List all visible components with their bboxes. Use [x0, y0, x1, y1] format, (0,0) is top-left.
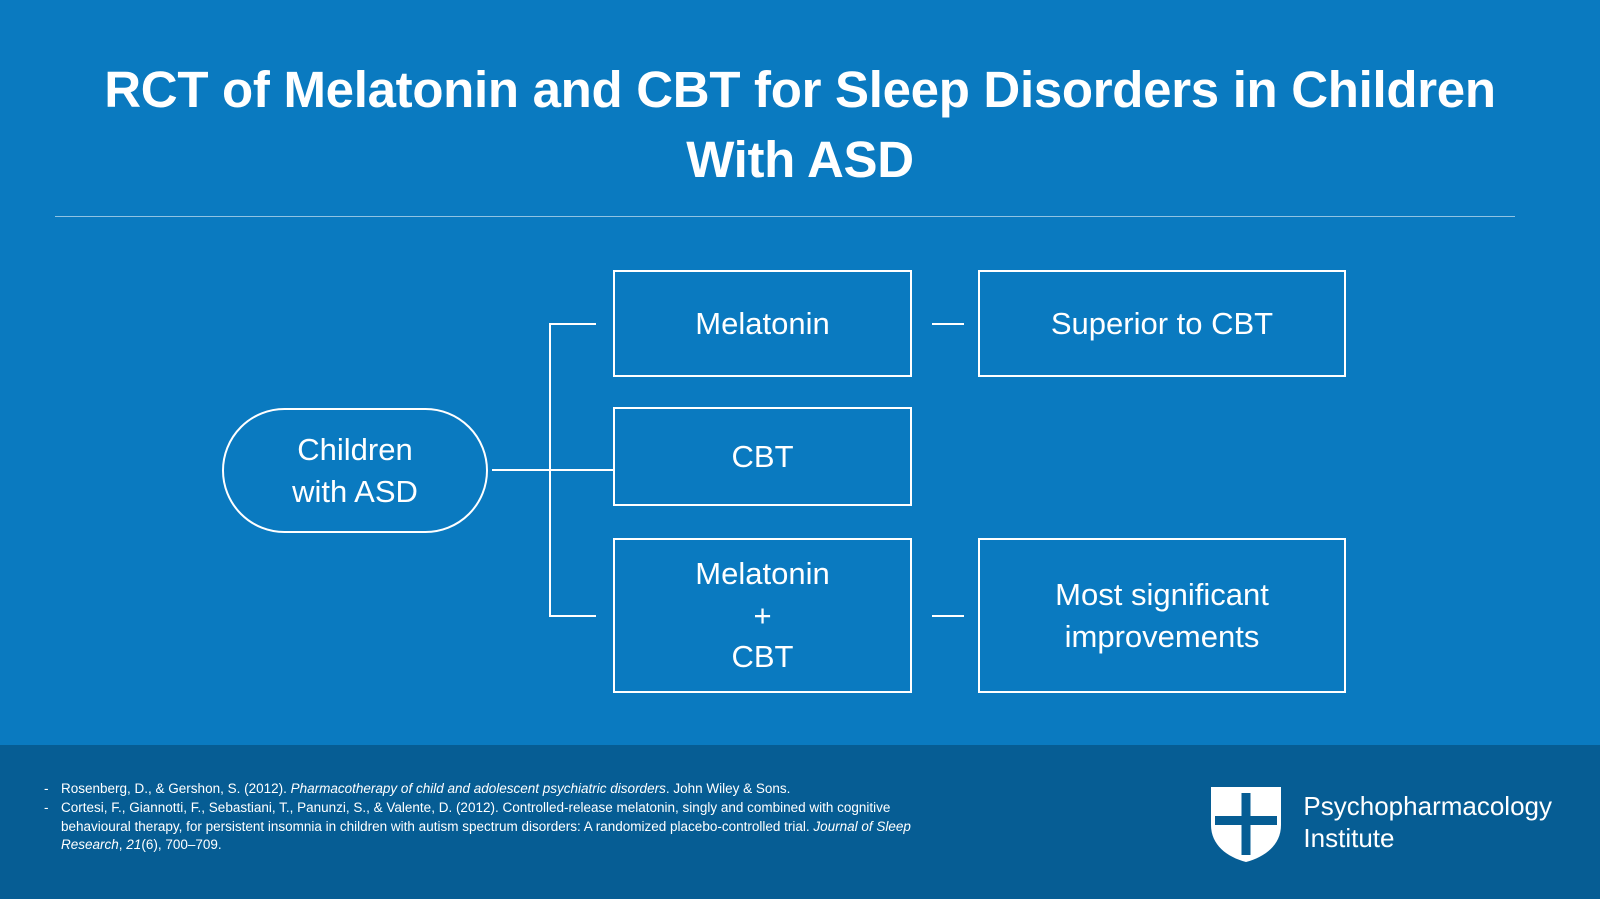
node-melatonin	[613, 270, 912, 377]
title-area	[55, 55, 1545, 196]
reference-italic2: 21	[126, 837, 142, 853]
page-title: RCT of Melatonin and CBT for Sleep Disorders in Children With ASD	[104, 61, 1496, 189]
reference-item	[44, 780, 914, 798]
node-melatonin-plus-cbt	[613, 538, 912, 693]
node-outcome-improve-line2: improvements	[1064, 618, 1260, 654]
connector-melatonin-to-outcome	[932, 323, 964, 325]
reference-italic1: Pharmacotherapy of child and adolescent psychiatric disorders	[290, 781, 666, 796]
title-divider	[55, 216, 1515, 217]
reference-italic1: Journal of Sleep Research	[61, 818, 911, 853]
node-cbt	[613, 407, 912, 506]
brand-name	[1303, 790, 1552, 855]
reference-bullet: -	[44, 800, 49, 816]
node-combo-line1: Melatonin	[695, 555, 830, 591]
node-outcome-most-significant	[978, 538, 1346, 693]
brand-line-1: Psychopharmacology	[1303, 790, 1552, 821]
reference-part1: Cortesi, F., Giannotti, F., Sebastiani, T., Panunzi, S., & Valente, D. (2012). Controlled-release melatonin, singly and combined with cognitive behavioural therapy, for persistent insomnia in children with autism spectrum disorders: A randomized placebo-controlled trial.	[61, 800, 891, 834]
reference-part3: (6), 700–709.	[141, 837, 222, 853]
brand-lockup	[1207, 781, 1552, 863]
connector-to-cbt	[549, 469, 614, 471]
reference-part2: . John Wiley & Sons.	[665, 781, 791, 796]
connector-to-melatonin-cbt	[549, 615, 596, 617]
reference-text	[61, 780, 914, 798]
connector-combo-to-outcome	[932, 615, 964, 617]
brand-line-2: Institute	[1303, 823, 1395, 853]
connector-root-stem	[492, 469, 549, 471]
reference-bullet: -	[44, 781, 49, 796]
node-cbt-label: CBT	[731, 438, 794, 474]
references-list	[44, 780, 914, 855]
footer-bar	[0, 745, 1600, 899]
node-combo-line3: CBT	[731, 639, 794, 675]
node-children-line1: Children	[297, 431, 413, 467]
flow-diagram	[0, 245, 1600, 745]
reference-part1: Rosenberg, D., & Gershon, S. (2012).	[61, 781, 291, 796]
node-combo-line2: +	[753, 597, 772, 633]
reference-part2: ,	[118, 837, 127, 853]
node-children-line2: with ASD	[292, 473, 418, 509]
node-outcome-improve-line1: Most significant	[1055, 576, 1269, 612]
node-outcome-superior	[978, 270, 1346, 377]
shield-icon	[1207, 781, 1285, 863]
node-melatonin-label: Melatonin	[695, 305, 830, 341]
reference-item	[44, 799, 914, 854]
reference-text	[61, 799, 914, 854]
connector-to-melatonin	[549, 323, 596, 325]
node-children-with-asd	[222, 408, 488, 533]
node-outcome-superior-label: Superior to CBT	[1050, 305, 1274, 341]
